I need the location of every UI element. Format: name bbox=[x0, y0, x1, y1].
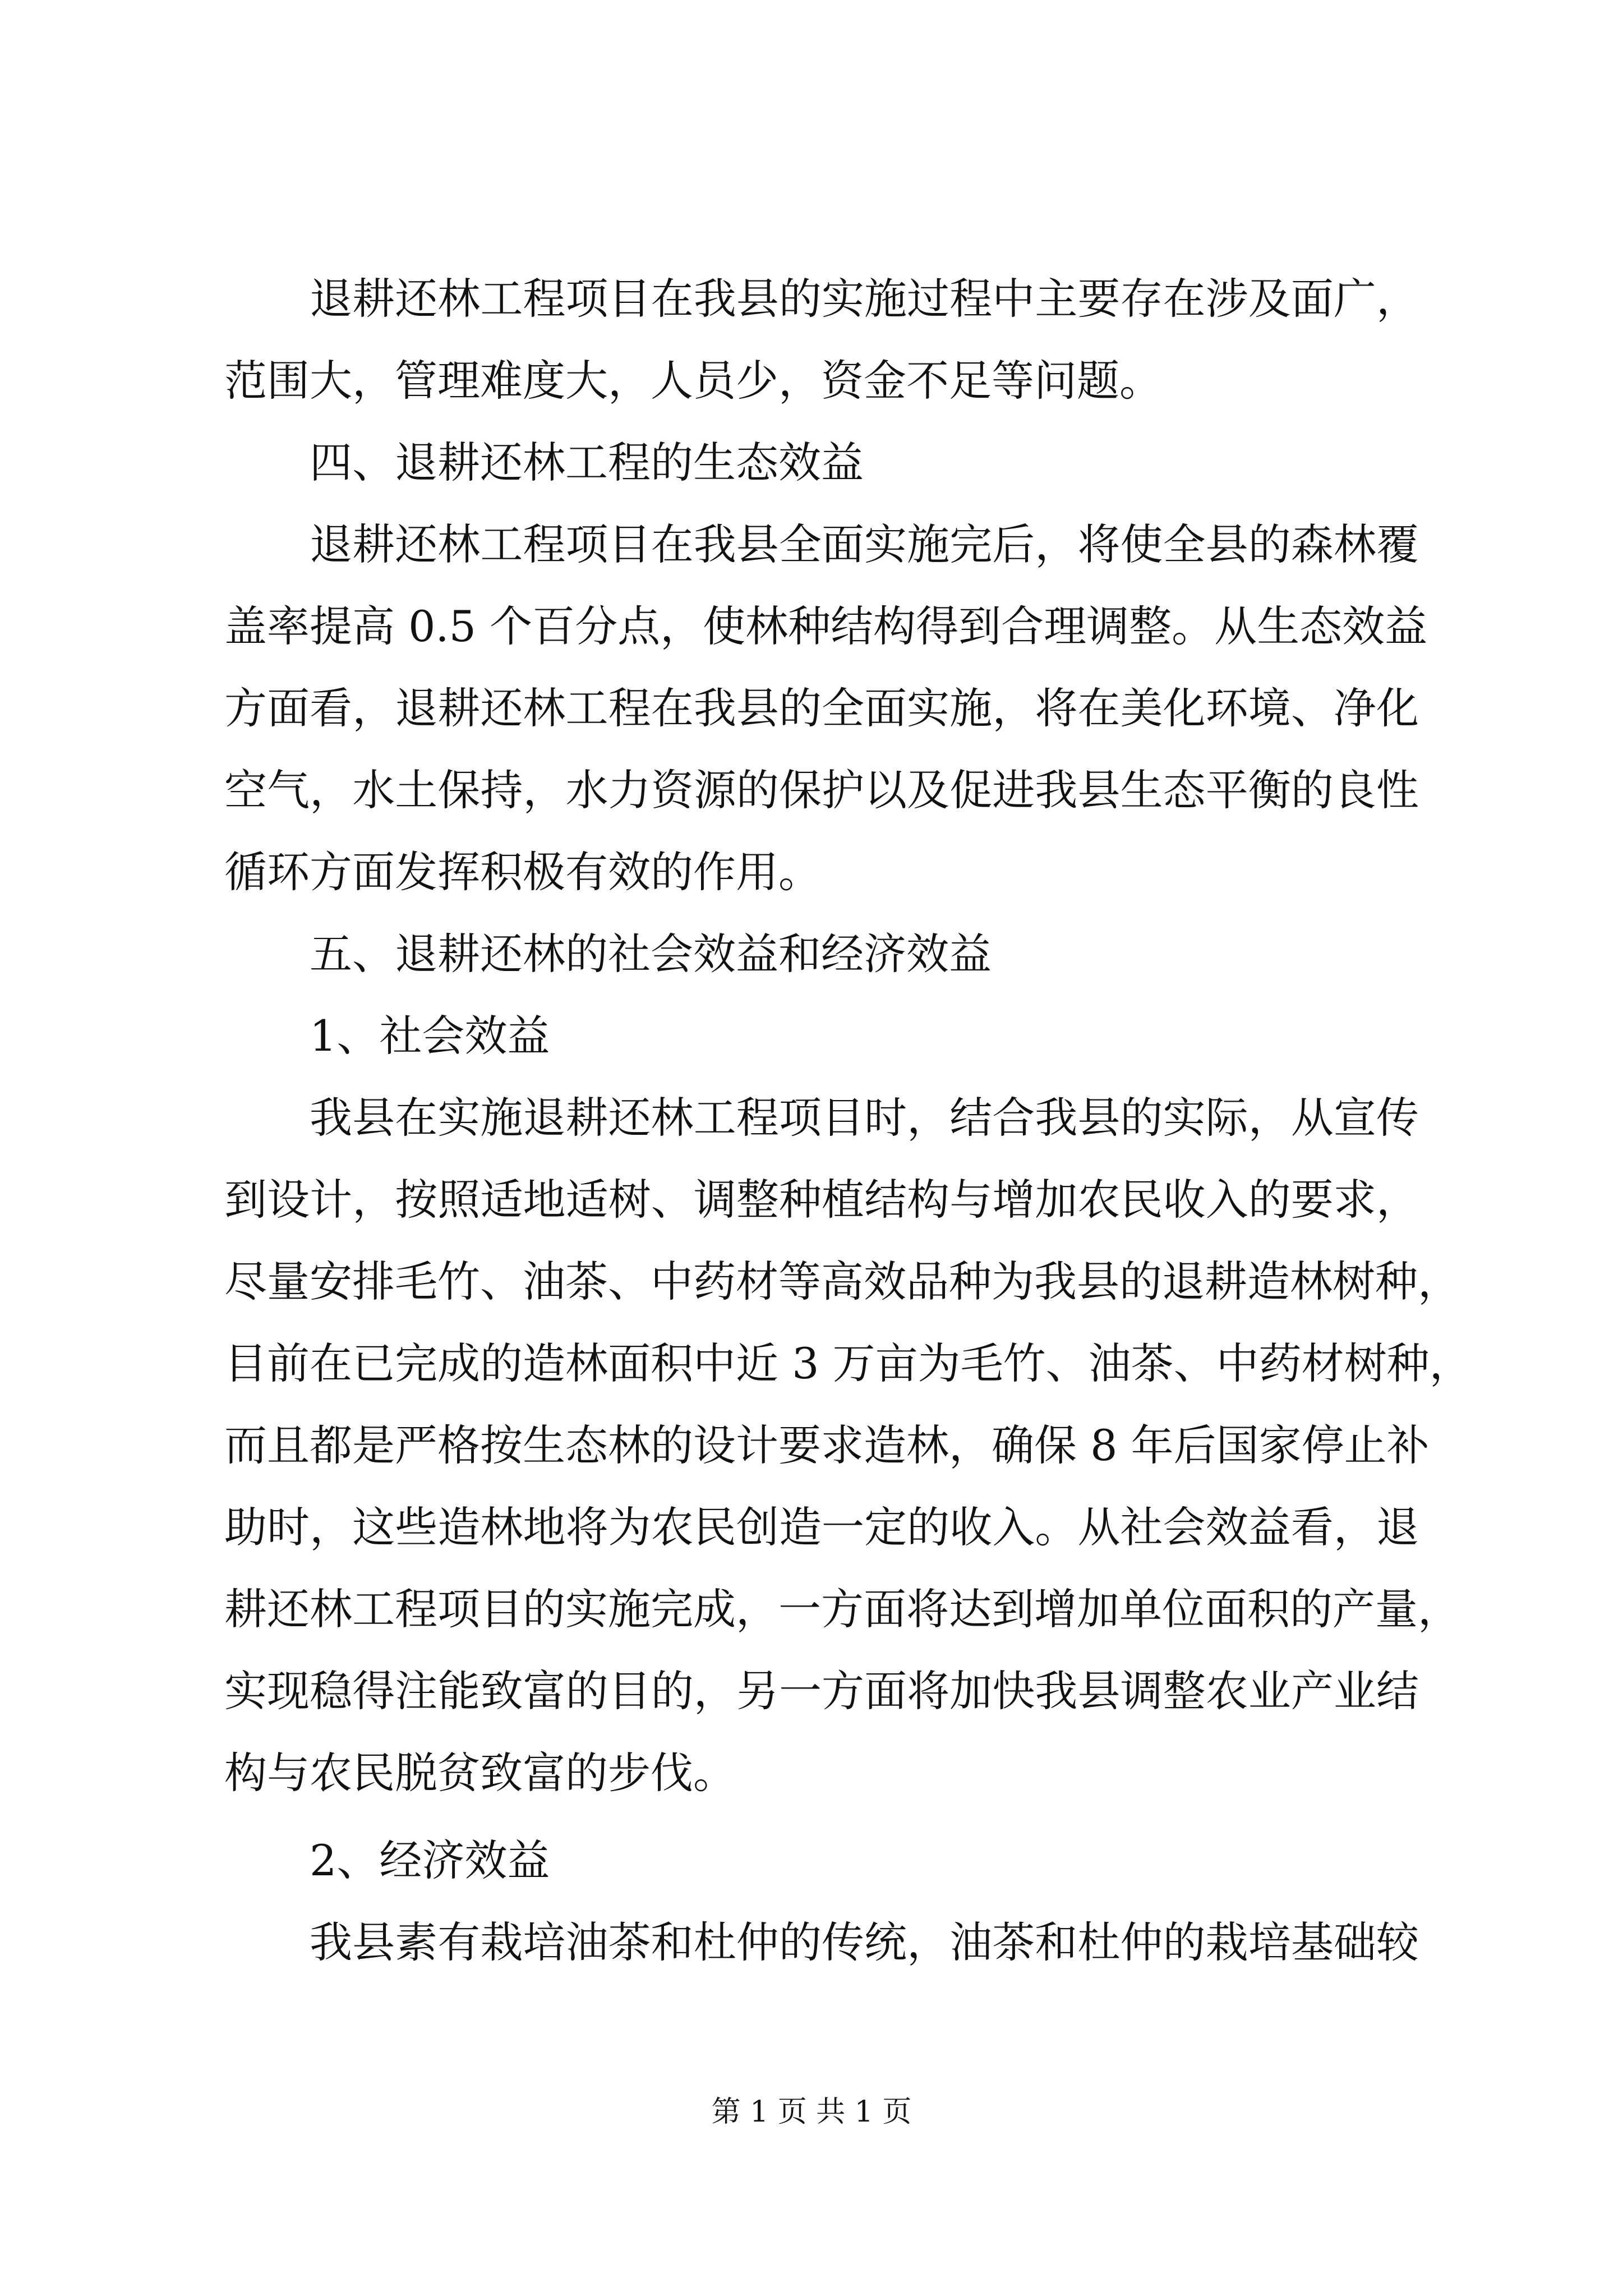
text-line: 盖率提高 0.5 个百分点，使林种结构得到合理调整。从生态效益 bbox=[224, 601, 1428, 651]
document-body bbox=[224, 258, 1472, 1984]
text-line: 构与农民脱贫致富的步伐。 bbox=[224, 1748, 736, 1798]
section-heading: 四、退耕还林工程的生态效益 bbox=[310, 438, 864, 487]
subsection-heading: 1、社会效益 bbox=[310, 1011, 550, 1061]
text-line: 我县素有栽培油茶和杜仲的传统，油茶和杜仲的栽培基础较 bbox=[310, 1917, 1419, 1967]
text-line: 到设计，按照适地适树、调整种植结构与增加农民收入的要求， bbox=[224, 1175, 1419, 1225]
text-line: 目前在已完成的造林面积中近 3 万亩为毛竹、油茶、中药材树种， bbox=[224, 1338, 1472, 1388]
subsection-heading: 2、经济效益 bbox=[310, 1835, 550, 1885]
section-heading: 五、退耕还林的社会效益和经济效益 bbox=[310, 929, 992, 979]
text-line: 方面看，退耕还林工程在我县的全面实施，将在美化环境、净化 bbox=[224, 683, 1419, 733]
text-line: 空气，水土保持，水力资源的保护以及促进我县生态平衡的良性 bbox=[224, 765, 1419, 815]
text-line: 范围大，管理难度大，人员少，资金不足等问题。 bbox=[224, 356, 1162, 406]
text-line: 而且都是严格按生态林的设计要求造林，确保 8 年后国家停止补 bbox=[224, 1420, 1430, 1470]
text-line: 耕还林工程项目的实施完成，一方面将达到增加单位面积的产量， bbox=[224, 1584, 1460, 1634]
text-line: 我县在实施退耕还林工程项目时，结合我县的实际，从宣传 bbox=[310, 1093, 1419, 1143]
text-line: 退耕还林工程项目在我县的实施过程中主要存在涉及面广， bbox=[310, 274, 1419, 324]
text-line: 退耕还林工程项目在我县全面实施完后，将使全县的森林覆 bbox=[310, 519, 1419, 569]
text-line: 尽量安排毛竹、油茶、中药材等高效品种为我县的退耕造林树种， bbox=[224, 1257, 1460, 1306]
text-line: 助时，这些造林地将为农民创造一定的收入。从社会效益看，退 bbox=[224, 1502, 1419, 1552]
page-number-footer: 第 1 页 共 1 页 bbox=[711, 2095, 912, 2129]
text-line: 实现稳得注能致富的目的，另一方面将加快我县调整农业产业结 bbox=[224, 1666, 1419, 1716]
text-line: 循环方面发挥积极有效的作用。 bbox=[224, 847, 821, 897]
